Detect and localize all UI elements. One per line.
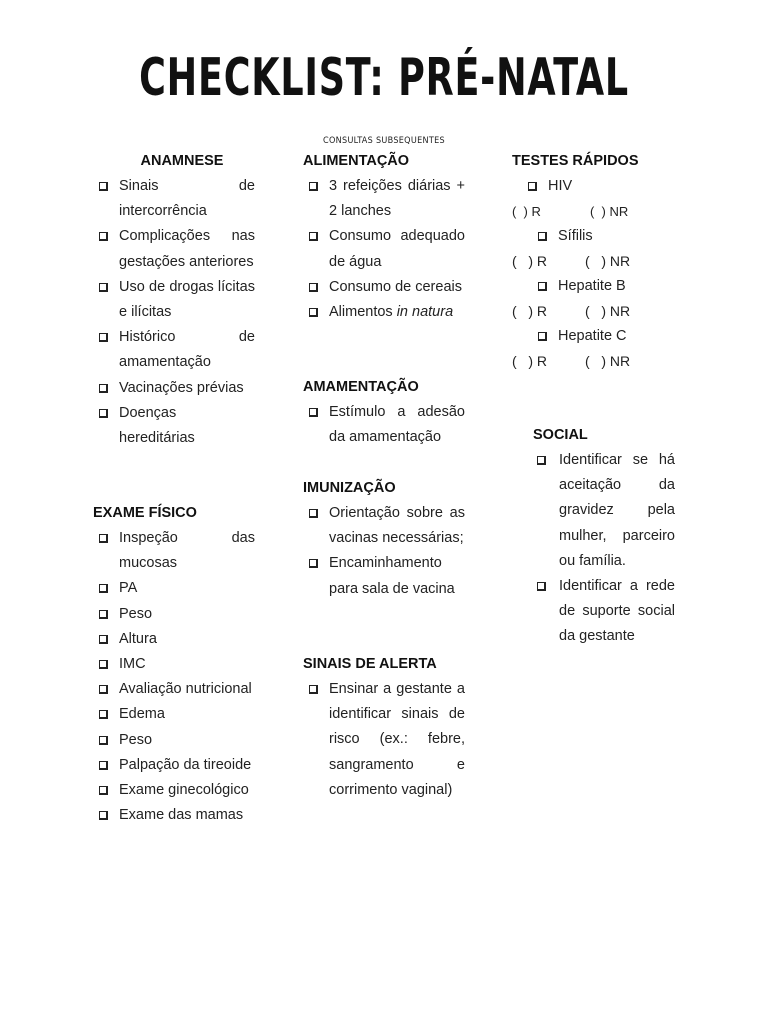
checkbox-icon[interactable] bbox=[309, 308, 318, 317]
test-result-row bbox=[512, 349, 692, 374]
checkbox-icon[interactable] bbox=[99, 811, 108, 820]
checkbox-icon[interactable] bbox=[99, 710, 108, 719]
checkbox-icon[interactable] bbox=[537, 456, 546, 465]
section-heading: IMUNIZAÇÃO bbox=[303, 480, 396, 496]
item-label: Inspeção das mucosas bbox=[119, 530, 255, 572]
checkbox-icon[interactable] bbox=[309, 685, 318, 694]
section-heading: SINAIS DE ALERTA bbox=[303, 656, 437, 672]
section-testes-rapidos bbox=[512, 149, 692, 374]
non-reactive-option[interactable]: ( ) NR bbox=[585, 253, 631, 269]
checklist-item[interactable] bbox=[303, 300, 465, 325]
checklist-item[interactable] bbox=[93, 728, 255, 753]
item-label: Orientação sobre as vacinas necessárias; bbox=[329, 505, 465, 547]
test-name-hepatite-b bbox=[512, 274, 692, 299]
item-label: Peso bbox=[119, 605, 153, 622]
checkbox-icon[interactable] bbox=[99, 384, 108, 393]
checkbox-icon[interactable] bbox=[537, 582, 546, 591]
checkbox-icon[interactable] bbox=[528, 182, 537, 191]
checkbox-icon[interactable] bbox=[309, 182, 318, 191]
checklist-item[interactable] bbox=[303, 224, 465, 274]
item-label: Consumo de cereais bbox=[329, 278, 462, 295]
checklist-item[interactable] bbox=[93, 401, 255, 451]
section-amamentacao bbox=[303, 375, 465, 450]
test-label: Sífilis bbox=[558, 228, 593, 244]
checklist bbox=[303, 400, 465, 450]
non-reactive-option[interactable]: ( ) NR bbox=[585, 353, 631, 369]
checkbox-icon[interactable] bbox=[99, 283, 108, 292]
test-result-row bbox=[512, 299, 692, 324]
section-sinais-alerta bbox=[303, 652, 465, 803]
checklist-item[interactable] bbox=[93, 576, 255, 601]
reactive-option[interactable]: ( ) R bbox=[512, 303, 547, 319]
section-heading: SOCIAL bbox=[533, 427, 588, 443]
test-label: Hepatite C bbox=[558, 328, 627, 344]
checkbox-icon[interactable] bbox=[99, 660, 108, 669]
item-label: Exame ginecológico bbox=[119, 782, 249, 799]
item-label: Avaliação nutricional bbox=[119, 681, 252, 698]
checklist-item[interactable] bbox=[303, 551, 465, 601]
checklist-item[interactable] bbox=[93, 778, 255, 803]
checklist-item[interactable] bbox=[93, 325, 255, 375]
item-label: Doenças hereditárias bbox=[119, 404, 195, 447]
checkbox-icon[interactable] bbox=[99, 610, 108, 619]
checklist-item[interactable] bbox=[533, 448, 675, 574]
page-subtitle: CONSULTAS SUBSEQUENTES bbox=[323, 136, 445, 146]
checkbox-icon[interactable] bbox=[538, 232, 547, 241]
test-name-hepatite-c bbox=[512, 324, 692, 349]
section-heading: AMAMENTAÇÃO bbox=[303, 379, 419, 395]
checklist-item[interactable] bbox=[303, 501, 465, 551]
checklist bbox=[303, 501, 465, 602]
section-imunizacao bbox=[303, 476, 465, 602]
checkbox-icon[interactable] bbox=[538, 282, 547, 291]
item-label: 3 refeições diárias + 2 lanches bbox=[329, 178, 465, 220]
item-label: Consumo adequado de água bbox=[329, 228, 465, 270]
checkbox-icon[interactable] bbox=[99, 409, 108, 418]
item-label: PA bbox=[119, 580, 138, 597]
item-label: Sinais de intercorrência bbox=[119, 178, 255, 220]
checklist-item[interactable] bbox=[93, 275, 255, 325]
checklist-item[interactable] bbox=[93, 376, 255, 401]
checklist bbox=[93, 174, 255, 451]
item-label: Estímulo a adesão da amamentação bbox=[329, 404, 465, 446]
checklist-item[interactable] bbox=[93, 652, 255, 677]
test-label: Hepatite B bbox=[558, 278, 626, 294]
checkbox-icon[interactable] bbox=[99, 635, 108, 644]
checklist-item[interactable] bbox=[93, 526, 255, 576]
checkbox-icon[interactable] bbox=[309, 559, 318, 568]
checklist-item[interactable] bbox=[93, 224, 255, 274]
checklist-item[interactable] bbox=[93, 627, 255, 652]
checklist-item[interactable] bbox=[93, 174, 255, 224]
checkbox-icon[interactable] bbox=[309, 408, 318, 417]
checklist-item[interactable] bbox=[93, 702, 255, 727]
item-label: Alimentos bbox=[329, 304, 397, 321]
item-label: Ensinar a gestante a identificar sinais de risco (ex.: febre, sangramento e corrimento vaginal) bbox=[329, 681, 465, 798]
item-label: Peso bbox=[119, 731, 153, 748]
checklist-item[interactable] bbox=[303, 677, 465, 803]
item-label: Encaminhamento para sala de vacina bbox=[329, 555, 455, 597]
page-title: CHECKLIST: PRÉ-NATAL bbox=[139, 48, 629, 108]
checklist bbox=[93, 526, 255, 828]
section-heading: ANAMNESE bbox=[140, 153, 224, 169]
checkbox-icon[interactable] bbox=[99, 333, 108, 342]
checklist-item[interactable] bbox=[93, 677, 255, 702]
section-alimentacao bbox=[303, 149, 465, 325]
checklist-item[interactable] bbox=[93, 602, 255, 627]
item-label: Histórico de amamentação bbox=[119, 329, 255, 371]
test-result-row bbox=[512, 249, 692, 274]
non-reactive-option[interactable]: ( ) NR bbox=[585, 303, 631, 319]
checklist-item[interactable] bbox=[533, 574, 675, 650]
checkbox-icon[interactable] bbox=[99, 232, 108, 241]
test-label: HIV bbox=[548, 178, 573, 194]
checklist bbox=[533, 448, 675, 650]
test-result-row bbox=[512, 199, 692, 224]
reactive-option[interactable]: ( ) R bbox=[512, 204, 541, 219]
checkbox-icon[interactable] bbox=[99, 182, 108, 191]
item-label: Uso de drogas lícitas e ilícitas bbox=[119, 278, 255, 321]
item-label: Identificar se há aceitação da gravidez pela mulher, parceiro ou família. bbox=[559, 452, 675, 569]
checklist bbox=[303, 677, 465, 803]
checklist bbox=[303, 174, 465, 325]
test-name-hiv bbox=[512, 174, 692, 199]
checklist-item[interactable] bbox=[303, 174, 465, 224]
non-reactive-option[interactable]: ( ) NR bbox=[590, 204, 629, 219]
item-label: IMC bbox=[119, 656, 146, 673]
reactive-option[interactable]: ( ) R bbox=[512, 353, 547, 369]
checkbox-icon[interactable] bbox=[99, 761, 108, 770]
item-label: Altura bbox=[119, 630, 157, 647]
checklist-item[interactable] bbox=[303, 275, 465, 300]
checkbox-icon[interactable] bbox=[309, 283, 318, 292]
item-label: Edema bbox=[119, 706, 165, 723]
checkbox-icon[interactable] bbox=[99, 685, 108, 694]
item-label: Palpação da tireoide bbox=[119, 756, 252, 773]
checkbox-icon[interactable] bbox=[99, 584, 108, 593]
checkbox-icon[interactable] bbox=[99, 534, 108, 543]
section-heading: EXAME FÍSICO bbox=[93, 505, 197, 521]
checklist-item[interactable] bbox=[93, 753, 255, 778]
checkbox-icon[interactable] bbox=[538, 332, 547, 341]
section-social bbox=[533, 423, 675, 650]
test-name-sifilis bbox=[512, 224, 692, 249]
checklist-item[interactable] bbox=[93, 803, 255, 828]
checkbox-icon[interactable] bbox=[309, 232, 318, 241]
item-label: Complicações nas gestações anteriores bbox=[119, 228, 255, 270]
checkbox-icon[interactable] bbox=[99, 786, 108, 795]
checklist-item[interactable] bbox=[303, 400, 465, 450]
section-exame-fisico bbox=[93, 501, 255, 828]
section-heading: TESTES RÁPIDOS bbox=[512, 153, 639, 169]
section-anamnese bbox=[93, 149, 255, 451]
item-label: Identificar a rede de suporte social da gestante bbox=[559, 578, 675, 645]
item-label-italic: in natura bbox=[396, 304, 454, 321]
section-heading: ALIMENTAÇÃO bbox=[303, 153, 410, 169]
item-label: Vacinações prévias bbox=[119, 379, 244, 396]
reactive-option[interactable]: ( ) R bbox=[512, 253, 547, 269]
checkbox-icon[interactable] bbox=[99, 736, 108, 745]
item-label: Exame das mamas bbox=[119, 807, 244, 824]
checkbox-icon[interactable] bbox=[309, 509, 318, 518]
